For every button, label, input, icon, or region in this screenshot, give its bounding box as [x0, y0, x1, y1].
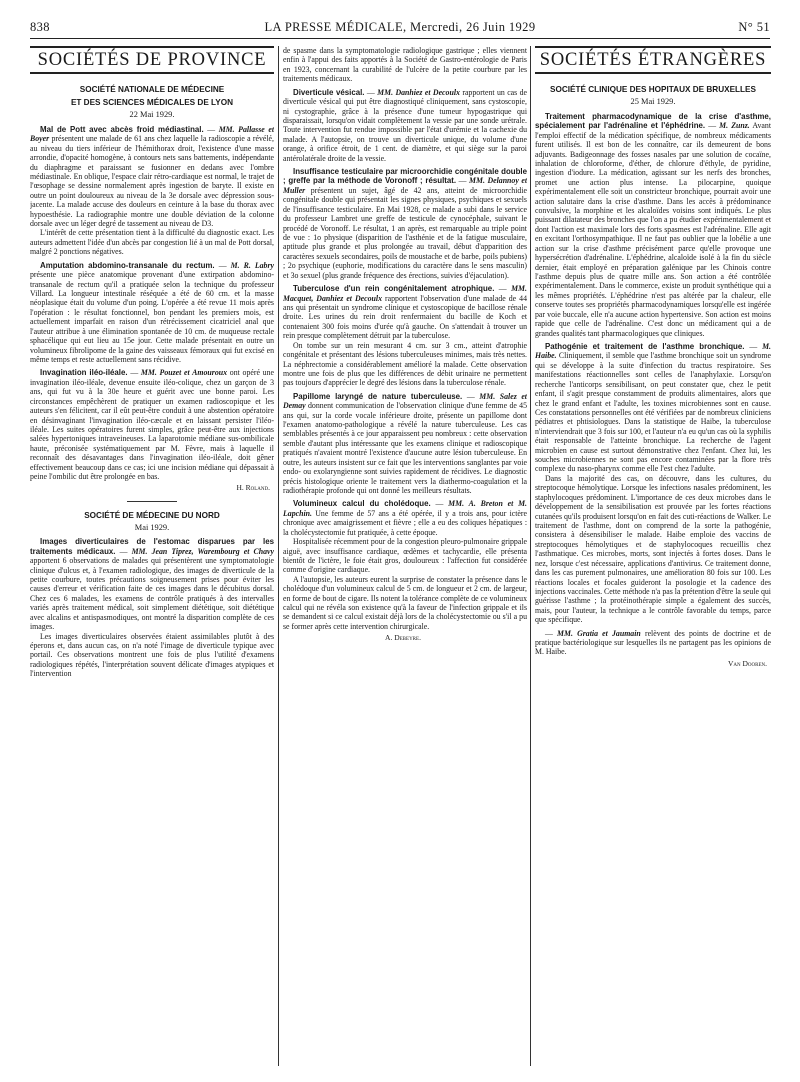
article-authors: MM. Gratia et Jaumain: [557, 628, 641, 638]
article-tuberculose-rein: Tuberculose d'un rein congénitalement atrophique. — MM. Macquet, Danhiez et Decoulx rapportent l'observation d'une malade de 44 ans qui présentait un syndrome clinique et cystoscopique de bacillose rénale droite. Les urines du rein droit renfermaient du bacille de Koch et contenaient 300 fois moins d'urée qu'à gauche. On s'attendait à trouver un rein presque complètement détruit par la tuberculose.: [283, 284, 527, 341]
column-divider: [530, 46, 531, 1066]
running-head: [30, 20, 770, 39]
meeting-date-bruxelles: 25 Mai 1929.: [630, 97, 676, 107]
signature-nord: A. Debeyre.: [385, 633, 421, 643]
article-images-diverticulaires: Images diverticulaires de l'estomac disparues par les traitements médicaux. — MM. Jean Tiprez, Warembourg et Chavy apportent 6 observations de malades qui présentèrent une symptomatologie clinique d'ulcus et, à l'examen radiologique, des images de diverticule de la petite courbure, toutes précautions soigneusement prises pour éviter les causes d'erreur et vérification faite de ces images dans le décubitus dorsal. Chez ces 6 malades, les examens de contrôle pratiqués à des intervalles variés après traitement médical, soit simplement diététique, soit diététique avec alcalins et antispasmodiques, ont montré la disparition complète de ces images.: [30, 537, 274, 632]
article-amputation-rectum: Amputation abdomino-transanale du rectum. — M. R. Labry présente une pièce anatomique provenant d'une extirpation abdomino-transanale de rectum qu'il a pratiquée selon la technique du professeur Villard. La longueur intestinale réséquée a été de 60 cm. et la masse néoplasique était du volume d'un poing. L'opérée a été revue 11 mois après l'opération : le résultat fonctionnel, bon pendant les premiers mois, est actuellement imparfait en raison d'un rétrécissement cicatriciel anal que l'auteur attribue à une élimination spontanée de 10 cm. de muqueuse rectale sphacélique qui eut lieu au 15e jour. Cette malade présentait en outre un volumineux fibrolipome de la gaine des vaisseaux fémoraux qui fut excisé en même temps et reste actuellement sans récidive.: [30, 260, 274, 364]
article-text: Cliniquement, il semble que l'asthme bronchique soit un syndrome qui se développe à la suite d'infection du tractus respiratoire. Ses manifestations réactionnelles sont celles de l'anaphylaxie. Lorsqu'on recherche l'anticorps sensibilisant, on peut constater que, chez le petit enfant, il s'agit presque constamment de produits alimentaires, alors que chez le grand enfant et l'adulte, les toxines microbiennes sont en cause. Ces constatations personnelles ont été vérifiées par de nombreux cliniciens pédiatres et phtisiologues. Dans la statistique de Haibe, la tuberculose n'interviendrait que 3 fois sur 100, et l'auteur n'a eu qu'un cas où la syphilis était responsable de l'atteinte bronchique. La recherche de l'agent microbien en cause est surtout démonstrative chez l'enfant. Chez lui, les souches microbiennes ne sont pas encore contaminées par la flore très complexe du naso-pharynx comme elle l'est chez l'adulte.: [535, 351, 771, 474]
section-divider: [127, 501, 177, 502]
signature-lyon: H. Roland.: [236, 483, 270, 493]
article-text: rapportent un cas de diverticule vésical qui put être diagnostiqué cliniquement, sans cystoscopie, ni cystographie, grâce à la présence d'une tumeur hypogastrique qui disparaissait, lorsqu'on vidait complètement la vessie par une sonde urétrale. Toute intervention fut rendue impossible par l'état d'urémie et la cachexie du malade. A l'autopsie, on trouve un diverticule unique, du volume d'une orange, à orifice étroit, de 1 cent. de diamètre, et qui siège sur la paroi antérolatérale droite de la vessie.: [283, 87, 527, 163]
article-paragraph: Hospitalisée récemment pour de la congestion pleuro-pulmonaire grippale aiguë, avec insuffisance cardiaque, œdèmes et tachycardie, elle présenta bientôt de l'ictère, le foie était gros, douloureux : l'affection fut considérée comme d'origine cardiaque.: [283, 537, 527, 575]
article-authors: MM. Salez et Demay: [283, 391, 527, 411]
article-invagination: Invagination iléo-iléale. — MM. Pouzet et Amouroux ont opéré une invagination iléo-iléale, devenue ensuite iléo-colique, chez un garçon de 3 ans, qui fut vu à la 30e heure et guérit avec une bonne paroi. Les circonstances empêchèrent de pratiquer un examen radioscopique et les auteurs s'en félicitent, car il eût peut-être conduit à une abstention opératoire en désinvaginant l'invagination iléo-cæcale et en laissant persister l'iléo-iléale. Les suites opératoires furent simples, grâce peut-être aux injections salées hypertoniques intraveineuses. La laparotomie médiane sus-ombilicale haute, préconisée systématiquement par M. Fèvre, mais à laquelle il reconnaît des désavantages dans l'invagination iléo-iléale, doit gêner effectivement beaucoup dans ce cas; ici une incision médiane qui dépassait à peine l'ombilic dut être prolongée en bas.: [30, 368, 274, 482]
article-text: présentent une malade de 61 ans chez laquelle la radioscopie a révélé, au niveau du tiers inférieur de l'hémithorax droit, l'existence d'une masse arrondie, d'opacité homogène, à contours nets sans battements, indépendante du diaphragme et paraissant se fusionner en dedans avec l'ombre médiastinale. En oblique, l'espace clair rétro-cardiaque est normal, le trajet de l'œsophage se dessine normalement après ingestion de baryte. Il existe en outre un point douloureux au niveau de la 3e dorsale avec dépression sous-jacente. La malade accuse des douleurs en ceinture à la base du thorax avec hypoesthésie. La radiographie montre une double déviation de la colonne dorsale avec un léger degré de tassement au niveau de D3.: [30, 134, 274, 229]
article-title: Pathogénie et traitement de l'asthme bronchique.: [545, 341, 745, 351]
article-mal-de-pott: Mal de Pott avec abcès froid médiastinal. — MM. Pallasse et Boyer présentent une malade de 61 ans chez laquelle la radioscopie a révélé, au niveau du tiers inférieur de l'hémithorax droit, l'existence d'une masse arrondie, d'opacité homogène, à contours nets sans battements, indépendante du diaphragme et paraissant se fusionner en dedans avec l'ombre médiastinale. En oblique, l'espace clair rétro-cardiaque est normal, le trajet de l'œsophage se dessine normalement après ingestion de baryte. Il existe en outre un point douloureux au niveau de la 3e dorsale avec dépression sous-jacente. La malade accuse des douleurs en ceinture à la base du thorax avec hypoesthésie. La radiographie montre une double déviation de la colonne dorsale avec un léger degré de tassement au niveau de D3.: [30, 124, 274, 229]
article-pathogenie-asthme: Pathogénie et traitement de l'asthme bronchique. — M. Haibe. Cliniquement, il semble que l'asthme bronchique soit un syndrome qui se développe à la suite d'infection du tractus respiratoire. Ses manifestations réactionnelles sont celles de l'anaphylaxie. Lorsqu'on recherche l'anticorps sensibilisant, on peut constater que, chez le petit enfant, il s'agit presque constamment de produits alimentaires, alors que chez le grand enfant et l'adulte, les toxines microbiennes sont en cause. Ces constatations personnelles ont été vérifiées par de nombreux cliniciens pédiatres et phtisiologues. Dans la statistique de Haibe, la tuberculose n'interviendrait que 3 fois sur 100, et l'auteur n'a eu qu'un cas où la syphilis était responsable de l'atteinte bronchique. La recherche de l'agent microbien en cause est surtout démonstrative chez l'enfant. Chez lui, les souches microbiennes ne sont pas encore contaminées par la flore très complexe du naso-pharynx comme elle l'est chez l'adulte.: [535, 341, 771, 474]
article-title: Traitement pharmacodynamique de la crise d'asthme, spécialement par l'adrénaline et l'éphédrine.: [535, 111, 771, 131]
article-paragraph: A l'autopsie, les auteurs eurent la surprise de constater la présence dans le cholédoque d'un volumineux calcul de 5 cm. de longueur et 2 cm. de largeur, en forme de bout de cigare. Ils notent la tolérance complète de ce volumineux calcul qui ne révéla son existence qu'à la faveur de l'infection grippale et ils se demandent si ce calcul existait déjà lors de la cholécystectomie ou s'il a pu se former après cette intervention chirurgicale.: [283, 574, 527, 631]
article-paragraph: Les images diverticulaires observées étaient assimilables plutôt à des éperons et, dans aucun cas, on n'a noté l'image de diverticule typique avec portail. Ces observations montrent une fois de plus l'utilité d'examens radiologiques répétés, l'interprétation souvent délicate d'images atypiques et l'intervention: [30, 631, 274, 679]
article-title: Images diverticulaires de l'estomac disparues par les traitements médicaux.: [30, 537, 274, 556]
article-title: Mal de Pott avec abcès froid médiastinal.: [40, 124, 204, 134]
article-authors: M. R. Labry: [230, 260, 274, 270]
article-text: apportent 6 observations de malades qui présentèrent une symptomatologie clinique d'ulcus et, à l'examen radiologique, des images de diverticule de la petite courbure, toutes précautions soigneusement prises pour éviter les causes d'erreur et vérification faite de ces images dans le décubitus dorsal. Chez ces 6 malades, les examens de contrôle pratiqués à des intervalles variés après traitement médical, soit simplement diététique, soit diététique avec alcalins et antispasmodiques, ont montré la disparition complète de ces images.: [30, 556, 274, 632]
section-banner-province: SOCIÉTÉS DE PROVINCE: [30, 46, 274, 74]
article-paragraph: On tombe sur un rein mesurant 4 cm. sur 3 cm., atteint d'atrophie congénitale et présentant des lésions tuberculeuses minimes, mais très nettes. La néphrectomie a considérablement amélioré la malade. Cette observation montre une fois de plus que les différences de débit urinaire ne permettent pas toujours d'apprécier le degré des lésions dans la tuberculose rénale.: [283, 340, 527, 388]
left-column: [30, 46, 274, 1066]
page-number: 838: [30, 20, 50, 34]
issue-number: N° 51: [738, 20, 770, 34]
article-insuffisance-testiculaire: Insuffisance testiculaire par microorchidie congénitale double ; greffe par la méthode de Voronoff ; résultat. — MM. Delannoy et Muller présentent un sujet, âgé de 42 ans, atteint de microorchidie congénitale double qui présentait les signes physiques, psychiques et sexuels de l'insuffisance testiculaire. En Mai 1928, ce malade a subi dans le service du professeur Lambret une greffe de testicule de cynocéphale, suivant le procédé de Voronoff. Le résultat, 1 an après, est remarquable au triple point de vue : 1o physique (disparition de l'asthénie et de la fatigue musculaire, aptitude plus grande et plus prolongée au travail, début d'apparition des caractères sexuels secondaires, poils de moustache et de barbe, poils pubiens) ; 2o psychique (euphorie, modifications du caractère dans le sens masculin) et 3o sexuel (plus grande fréquence des érections, suivies d'éjaculation).: [283, 167, 527, 280]
article-title: Amputation abdomino-transanale du rectum.: [40, 260, 215, 270]
article-text: relèvent des points de doctrine et de pratique bactériologique sur lesquelles ils ne partagent pas les opinions de M. Haibe.: [535, 628, 771, 657]
article-text: Une femme de 57 ans a été opérée, il y a trois ans, pour ictère chronique avec amaigrissement et fièvre ; elle a eu des coliques hépatiques : la cholécystectomie fut pratiquée, à cette époque.: [283, 508, 527, 537]
article-title: Diverticule vésical.: [293, 87, 365, 97]
society-title-bruxelles: SOCIÉTÉ CLINIQUE DES HOPITAUX DE BRUXELLES: [550, 85, 756, 95]
meeting-date-nord: Mai 1929.: [134, 522, 170, 532]
article-continuation: de spasme dans la symptomatologie radiologique gastrique ; elles viennent enfin à l'appui des faits apportés à la Société de Gastro-entérologie de Paris en 1923, concernant la curabilité de l'ulcère de la petite courbure par les traitements médicaux.: [283, 46, 527, 84]
article-title: Insuffisance testiculaire par microorchidie congénitale double ; greffe par la méthode de Voronoff ; résultat.: [283, 167, 527, 186]
article-text: présente une pièce anatomique provenant d'une extirpation abdomino-transanale de rectum qu'il a pratiquée selon la technique du professeur Villard. La longueur intestinale réséquée a été de 60 cm. et la masse néoplasique était du volume d'un poing. L'opérée a été revue 11 mois après l'opération : le résultat fonctionnel, bon pendant les premiers mois, est actuellement imparfait en raison d'un rétrécissement cicatriciel anal que l'auteur attribue à une élimination spontanée de 10 cm. de muqueuse rectale sphacélique qui eut lieu au 15e jour. Cette malade présentait en outre un volumineux fibrolipome de la gaine des vaisseaux fémoraux qui fut excisé en même temps et reste actuellement sans récidive.: [30, 270, 274, 364]
meeting-date-lyon: 22 Mai 1929.: [129, 110, 175, 120]
society-title-lyon-1: SOCIÉTÉ NATIONALE DE MÉDECINE: [79, 85, 225, 95]
article-paragraph: Dans la majorité des cas, on découvre, dans les cultures, du streptocoque hémolytique. Lorsque les infections nasales prédominent, les staphylocoques prédominent. L'importance de ces deux microbes dans le développement de la sensibilisation est prouvée par les fortes réactions cutanées qu'ils produisent lorsqu'on en fait des cuti-réactions de Walker. Le traitement de l'asthme, dont on comprend de la sorte la pathogénie, consistera à désensibiliser le malade. Haibe emploie des vaccins de streptocoques hémolytiques et de staphylocoques recueillis chez l'asthmatique. Ces microbes, morts, sont injectés à fortes doses. Dans le nez, lorsque c'est nécessaire, applications d'antivirus. Ce traitement donne, dans les cas purement pulmonaires, une amélioration 80 fois sur 100. Les réactions locales et focales guideront la posologie et la cadence des injections vaccinales. Cette méthode n'a pas la prétention d'être la seule qui guérisse l'asthme ; la protéinothérapie simple a également des succès, mais, pour l'auteur, la technique a le contrôle favorable du temps, parce que spécifique.: [535, 473, 771, 625]
article-text: ont opéré une invagination iléo-iléale, devenue ensuite iléo-colique, chez un garçon de 3 ans, qui fut vu à la 30e heure et guérit avec une bonne paroi. Les circonstances empêchèrent de pratiquer un examen radioscopique et les auteurs s'en félicitent, car il eût peut-être conduit à une abstention opératoire en désinvaginant l'invagination iléo-cæcale et en laissant persister l'iléo-iléale. Les suites opératoires furent simples, grâce peut-être aux injections salées hypertoniques intraveineuses. La laparotomie médiane sus-ombilicale haute, préconisée systématiquement par M. Fèvre, mais à laquelle il reconnaît des désavantages dans l'invagination iléo-iléale, doit gêner effectivement beaucoup dans ce cas; ici une incision médiane qui dépassait à peine l'ombilic dut être prolongée en bas.: [30, 368, 274, 482]
article-authors: MM. Macquet, Danhiez et Decoulx: [283, 284, 527, 303]
section-banner-etrangeres: SOCIÉTÉS ÉTRANGÈRES: [535, 46, 771, 74]
society-title-lyon-2: ET DES SCIENCES MÉDICALES DE LYON: [70, 98, 234, 108]
article-authors: M. Zunz.: [719, 121, 750, 131]
article-authors: MM. Delannoy et Muller: [283, 176, 527, 195]
journal-title: LA PRESSE MÉDICALE, Mercredi, 26 Juin 1929: [264, 20, 536, 34]
article-calcul-choledoque: Volumineux calcul du cholédoque. — MM. A. Breton et M. Lapchin. Une femme de 57 ans a été opérée, il y a trois ans, pour ictère chronique avec amaigrissement et fièvre ; elle a eu des coliques hépatiques : la cholécystectomie fut pratiquée, à cette époque.: [283, 499, 527, 537]
article-text: présentent un sujet, âgé de 42 ans, atteint de microorchidie congénitale double qui présentait les signes physiques, psychiques et sexuels de l'insuffisance testiculaire. En Mai 1928, ce malade a subi dans le service du professeur Lambret une greffe de testicule de cynocéphale, suivant le procédé de Voronoff. Le résultat, 1 an après, est remarquable au triple point de vue : 1o physique (disparition de l'asthénie et de la fatigue musculaire, aptitude plus grande et plus prolongée au travail, début d'apparition des caractères sexuels secondaires, poils de moustache et de barbe, poils pubiens) ; 2o psychique (euphorie, modifications du caractère dans le sens masculin) et 3o sexuel (plus grande fréquence des érections, suivies d'éjaculation).: [283, 185, 527, 280]
article-authors: MM. Danhiez et Decoulx: [377, 87, 460, 97]
society-title-nord: SOCIÉTÉ DE MÉDECINE DU NORD: [84, 510, 220, 520]
article-diverticule-vesical: Diverticule vésical. — MM. Danhiez et Decoulx rapportent un cas de diverticule vésical qui put être diagnostiqué cliniquement, sans cystoscopie, ni cystographie, grâce à la présence d'une tumeur hypogastrique qui disparaissait, lorsqu'on vidait complètement la vessie par une sonde urétrale. Toute intervention fut rendue impossible par l'état d'urémie et la cachexie du malade. A l'autopsie, on trouve un diverticule unique, du volume d'une orange, à orifice étroit, de 1 cent. de diamètre, et qui siège sur la paroi antérolatérale droite de la vessie.: [283, 87, 527, 163]
article-text: rapportent l'observation d'une malade de 44 ans qui présentait un syndrome clinique et cystoscopique de bacillose rénale droite. Les urines du rein droit renfermaient du bacille de Koch et contenaient 300 fois moins d'urée qu'à gauche. On s'attendait à trouver un rein presque complètement détruit par la tuberculose.: [283, 293, 527, 341]
signature-bruxelles: Van Dooren.: [727, 658, 767, 668]
article-authors: MM. Pouzet et Amouroux: [140, 368, 228, 378]
article-title: Papillome laryngé de nature tuberculeuse.: [293, 391, 463, 401]
article-traitement-asthme: Traitement pharmacodynamique de la crise d'asthme, spécialement par l'adrénaline et l'éphédrine. — M. Zunz. Avant l'emploi effectif de la médication spécifique, de nombreux médicaments furent utilisés. Il est bon de les connaître, car ils demeurent de bons adjuvants. Badigeonnage des fosses nasales par une solution de cocaïne, inhalation de chloroforme, d'éther, de chlorure d'éthyle, de pyridine, ingestion d'iodure. La médication, agissant sur les nerfs des bronches, promet une action plus intense. La pilocarpine, quoique expérimentalement elle soit un constricteur bronchique, pourrait avoir une action salutaire dans la crise d'asthme. Dans les accès à prédominance convulsive, la morphine et les alcaloïdes voisins sont indiqués. Le plus puissant dilatateur des bronches que l'on a pu étudier expérimentalement et dont l'action est maximale lors des forts spasmes est l'adrénaline. Elle agit en excitant l'orthosympathique. Il ne faut pas oublier que la lobélie a une action sur la crise d'asthme précisément parce qu'elle provoque une hypersécrétion d'adrénaline. L'éphédrine, alcaloïde isolé à la fin du siècle dernier, était employé en préparation galénique par les Chinois contre l'asthme depuis plus de quatre mille ans. Son action a été contrôlée expérimentalement. Dans le commerce, existe un produit synthétique qui a les mêmes propriétés. L'éphédrine n'est pas altérée par la chaleur, elle conserve toutes ses propriétés pharmacodynamiques lorsqu'elle est ingérée par voie buccale, elle n'a aucune action hypertensive. Son action est moins rapide que celle de l'adrénaline. C'est donc un médicament qui a de grandes qualités tant pharmacologiques que cliniques.: [535, 111, 771, 338]
column-divider: [278, 46, 279, 1066]
article-authors: MM. Pallasse et Boyer: [30, 124, 274, 144]
article-authors: MM. A. Breton et M. Lapchin.: [283, 499, 527, 518]
article-authors: MM. Jean Tiprez, Warembourg et Chavy: [131, 546, 274, 556]
article-title: Volumineux calcul du cholédoque.: [293, 499, 431, 509]
article-title: Invagination iléo-iléale.: [40, 368, 128, 378]
article-title: Tuberculose d'un rein congénitalement atrophique.: [293, 284, 495, 294]
article-text: Avant l'emploi effectif de la médication spécifique, de nombreux médicaments furent utilisés. Il est bon de les connaître, car ils demeurent de bons adjuvants. Badigeonnage des fosses nasales par une solution de cocaïne, inhalation de chloroforme, d'éther, de chlorure d'éthyle, de pyridine, ingestion d'iodure. La médication, agissant sur les nerfs des bronches, promet une action plus intense. La pilocarpine, quoique expérimentalement elle soit un constricteur bronchique, pourrait avoir une action salutaire dans la crise d'asthme. Dans les accès à prédominance convulsive, la morphine et les alcaloïdes voisins sont indiqués. Le plus puissant dilatateur des bronches que l'on a pu étudier expérimentalement et dont l'action est maximale lors des forts spasmes est l'adrénaline. Elle agit en excitant l'orthosympathique. Il ne faut pas oublier que la lobélie a une action sur la crise d'asthme précisément parce qu'elle provoque une hypersécrétion d'adrénaline. L'éphédrine, alcaloïde isolé à la fin du siècle dernier, était employé en préparation galénique par les Chinois contre l'asthme depuis plus de quatre mille ans. Son action a été contrôlée expérimentalement. Dans le commerce, existe un produit synthétique qui a les mêmes propriétés. L'éphédrine n'est pas altérée par la chaleur, elle conserve toutes ses propriétés pharmacodynamiques lorsqu'elle est ingérée par voie buccale, elle n'a aucune action hypertensive. Son action est moins rapide que celle de l'adrénaline. C'est donc un médicament qui a de grandes qualités tant pharmacologiques que cliniques.: [535, 121, 771, 338]
article-authors: M. Haibe.: [535, 341, 771, 361]
article-gratia-jaumain: — MM. Gratia et Jaumain relèvent des points de doctrine et de pratique bactériologique sur lesquelles ils ne partagent pas les opinions de M. Haibe.: [535, 628, 771, 657]
article-papillome-larynge: Papillome laryngé de nature tuberculeuse. — MM. Salez et Demay donnent communication de l'observation clinique d'une femme de 45 ans qui, sur la corde vocale inférieure droite, présente un papillome dont l'examen anatomo-pathologique a révélé la nature tuberculeuse. Les cas semblables présentés à ce jour apparaissent peu nombreux : cette observation semble d'autant plus intéressante que les examens clinique et radioscopique pratiqués n'avaient montré l'existence d'aucune autre lésion tuberculeuse. En outre, les auteurs insistent sur ce fait que les interventions sanglantes par voie endo- ou exolaryngienne sont suivies rapidement de récidives. Le diagnostic précis histologique oriente le traitement vers la diathermo-coagulation et la radiothérapie profonde qui ont donné les meilleurs résultats.: [283, 391, 527, 495]
article-paragraph: L'intérêt de cette présentation tient à la difficulté du diagnostic exact. Les auteurs admettent l'idée d'un abcès par congestion lié à un mal de Pott dorsal, malgré 2 ponctions négatives.: [30, 228, 274, 257]
article-text: donnent communication de l'observation clinique d'une femme de 45 ans qui, sur la corde vocale inférieure droite, présente un papillome dont l'examen anatomo-pathologique a révélé la nature tuberculeuse. Les cas semblables présentés à ce jour apparaissent peu nombreux : cette observation semble d'autant plus intéressante que les examens clinique et radioscopique pratiqués n'avaient montré l'existence d'aucune autre lésion tuberculeuse. En outre, les auteurs insistent sur ce fait que les interventions sanglantes par voie endo- ou exolaryngienne sont suivies rapidement de récidives. Le diagnostic précis histologique oriente le traitement vers la diathermo-coagulation et la radiothérapie profonde qui ont donné les meilleurs résultats.: [283, 401, 527, 495]
right-column: [535, 46, 771, 1066]
middle-column: [283, 46, 527, 1066]
